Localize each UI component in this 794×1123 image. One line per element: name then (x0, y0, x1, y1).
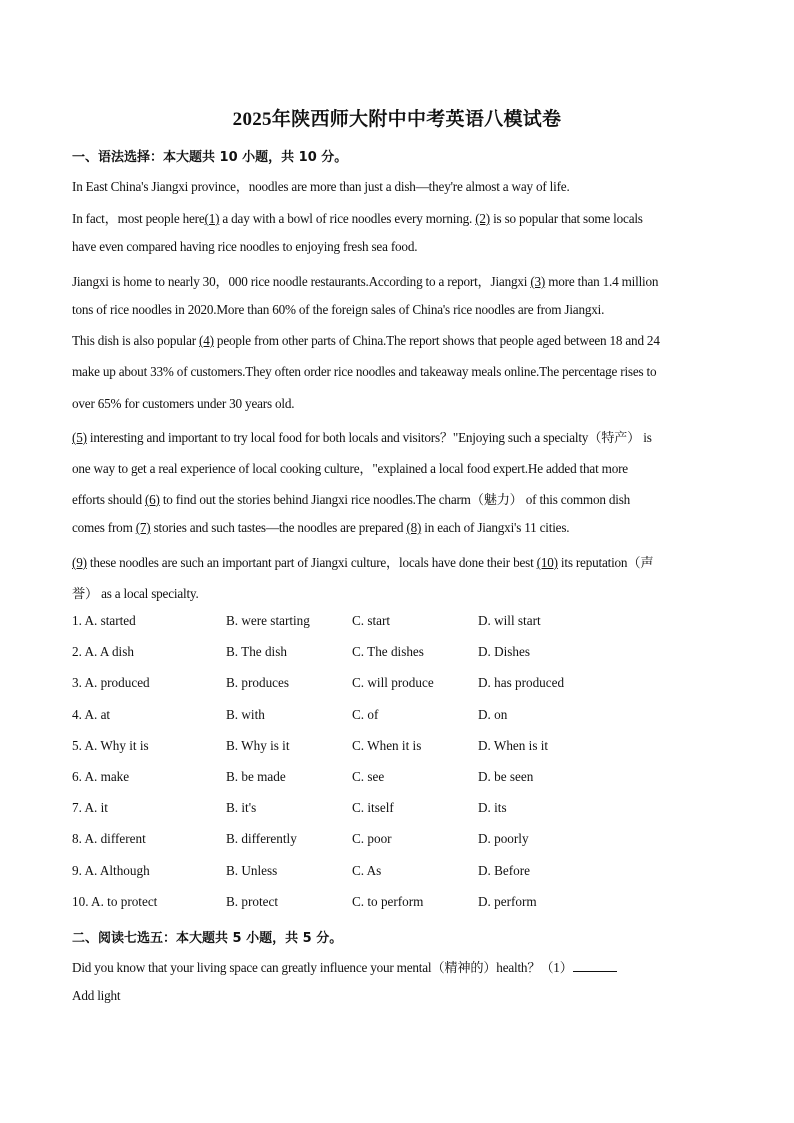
option-c: C. see (352, 769, 385, 784)
option-c: C. itself (352, 800, 394, 816)
passage-text: This dish is also popular (72, 333, 200, 348)
section2-subheading: Add light (72, 988, 121, 1003)
option-c: C. of (352, 706, 379, 722)
passage-text: people from other parts of China.The report shows that people aged between 18 and 24 (213, 333, 660, 348)
passage-text: make up about 33% of customers.They often order rice noodles and takeaway meals online.The percentage rises to (72, 364, 657, 379)
passage-text: Jiangxi is home to nearly 30，000 rice noodle restaurants.According to a report，Jiangxi (72, 274, 531, 289)
option-d: D. will start (478, 613, 541, 628)
blank-number: (8) (406, 520, 422, 535)
option-a: 9. A. Although (72, 862, 150, 878)
passage-line (72, 333, 660, 349)
option-a: 4. A. at (72, 706, 111, 722)
passage-text: comes from (72, 520, 136, 535)
passage-text: interesting and important to try local food for both locals and visitors？"Enjoying such a specialty（特产） is (86, 430, 652, 445)
passage-text: its reputation（声 (557, 555, 654, 570)
blank-number: (4) (199, 333, 214, 348)
passage-line (72, 396, 294, 412)
passage-line (72, 458, 628, 477)
option-c: C. When it is (352, 737, 422, 753)
option-b: B. Unless (226, 862, 278, 878)
option-a: 1. A. started (72, 613, 136, 628)
option-d: D. perform (478, 893, 537, 909)
blank-number: (2) (475, 211, 490, 226)
passage-line (72, 427, 652, 446)
option-a: 2. A. A dish (72, 644, 134, 660)
section1-heading: 一、语法选择：本大题共 10 小题，共 10 分。 (72, 150, 348, 165)
option-d: D. has produced (478, 675, 565, 691)
exam-title: 2025年陕西师大附中中考英语八模试卷 (232, 109, 562, 130)
passage-text: efforts should (72, 492, 145, 507)
blank-number: (9) (72, 555, 87, 570)
option-a: 6. A. make (72, 769, 130, 784)
option-d: D. When is it (478, 737, 549, 753)
passage-text: In fact，most people here (72, 211, 205, 226)
passage-line (72, 271, 658, 290)
option-a: 3. A. produced (72, 675, 150, 691)
passage-text: over 65% for customers under 30 years old. (72, 396, 295, 411)
passage-text: In East China's Jiangxi province，noodles are more than just a dish—they're almost a way of life. (72, 179, 570, 194)
passage-text: to find out the stories behind Jiangxi rice noodles.The charm（魅力） of this common dish (159, 492, 631, 507)
section2-heading: 二、阅读七选五：本大题共 5 小题，共 5 分。 (72, 931, 343, 946)
option-b: B. The dish (226, 644, 287, 660)
section2-line-text: Did you know that your living space can greatly influence your mental（精神的）health？（1） (72, 960, 573, 975)
option-d: D. its (478, 800, 507, 816)
option-d: D. poorly (478, 831, 529, 847)
blank-number: (3) (530, 274, 546, 289)
passage-text: more than 1.4 million (545, 274, 659, 289)
blank-number: (5) (72, 430, 87, 445)
passage-text: these noodles are such an important part of Jiangxi culture，locals have done their best (86, 555, 537, 570)
passage-line (72, 583, 199, 602)
passage-text: tons of rice noodles in 2020.More than 60% of the foreign sales of China's rice noodles are from Jiangxi. (72, 302, 605, 317)
option-b: B. Why is it (226, 737, 290, 753)
option-b: B. be made (226, 769, 286, 784)
option-c: C. to perform (352, 893, 424, 909)
blank-number: (7) (135, 520, 151, 535)
passage-text: stories and such tastes—the noodles are prepared (150, 520, 407, 535)
option-c: C. poor (352, 831, 392, 847)
passage-line (72, 302, 604, 318)
option-a: 5. A. Why it is (72, 737, 149, 753)
passage-line (72, 364, 656, 380)
passage-text: in each of Jiangxi's 11 cities. (421, 520, 570, 535)
option-d: D. on (478, 706, 508, 722)
passage-text: have even compared having rice noodles to enjoying fresh sea food. (72, 239, 418, 254)
option-a: 10. A. to protect (72, 893, 158, 909)
option-c: C. As (352, 862, 382, 878)
answer-blank (573, 959, 617, 972)
passage-line (72, 520, 569, 536)
blank-number: (1) (204, 211, 220, 226)
option-b: B. with (226, 706, 265, 722)
option-b: B. differently (226, 831, 297, 847)
option-b: B. produces (226, 675, 289, 691)
option-d: D. Dishes (478, 644, 531, 660)
option-d: D. Before (478, 862, 530, 878)
section2-line (72, 957, 617, 976)
option-a: 8. A. different (72, 831, 146, 847)
passage-text: one way to get a real experience of local cooking culture，"explained a local food expert.He added that more (72, 461, 628, 476)
option-b: B. were starting (226, 613, 310, 628)
passage-line (72, 176, 570, 195)
blank-number: (6) (144, 492, 160, 507)
passage-text: is so popular that some locals (489, 211, 643, 226)
passage-line (72, 552, 653, 571)
option-a: 7. A. it (72, 800, 108, 816)
passage-line (72, 489, 630, 508)
option-c: C. The dishes (352, 644, 424, 660)
passage-line (72, 239, 417, 255)
option-b: B. it's (226, 800, 257, 816)
option-d: D. be seen (478, 769, 534, 784)
blank-number: (10) (536, 555, 558, 570)
option-b: B. protect (226, 893, 279, 909)
option-c: C. start (352, 613, 391, 628)
passage-line (72, 208, 643, 227)
passage-text: 誉） as a local specialty. (72, 586, 199, 601)
passage-text: a day with a bowl of rice noodles every morning. (219, 211, 476, 226)
option-c: C. will produce (352, 675, 434, 691)
